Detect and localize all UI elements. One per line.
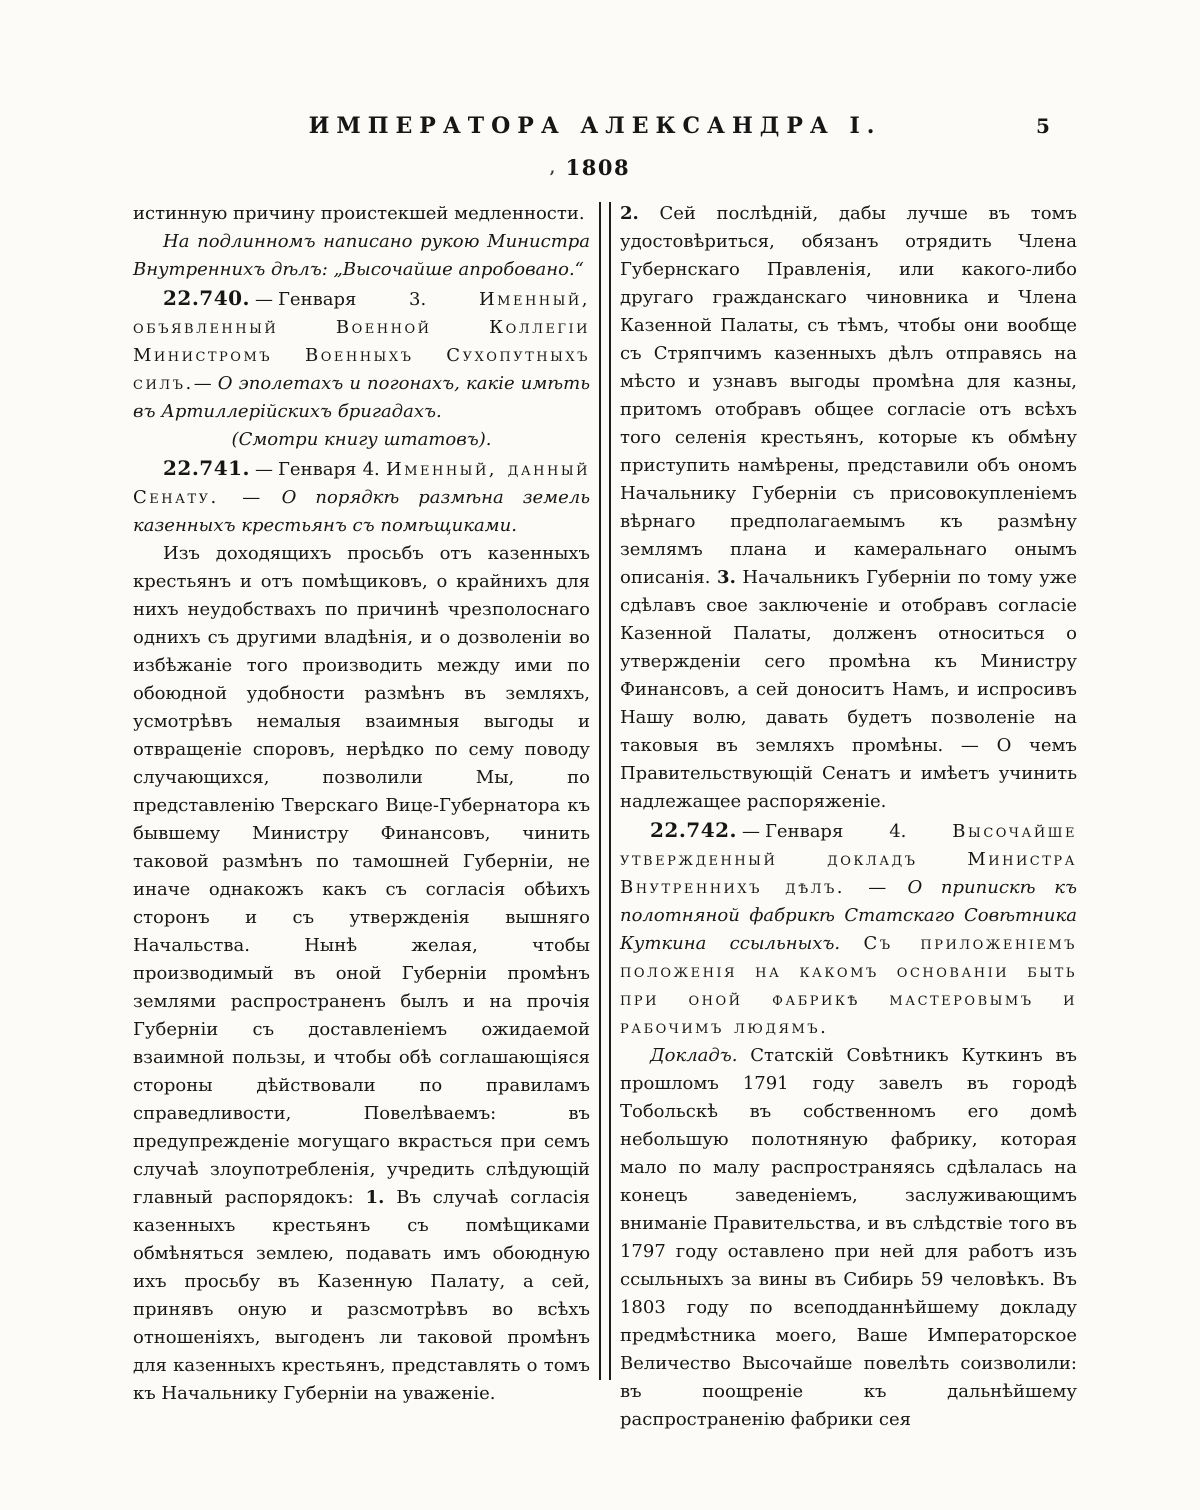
text-block [133, 200, 1077, 1434]
right-column [620, 200, 1077, 1434]
entry-title: О порядкѣ размѣна земель казенныхъ крестьянъ съ помѣщиками. [133, 487, 591, 536]
continuation-paragraph [133, 200, 590, 228]
list-number: 2. [619, 203, 639, 224]
annotation-text: На подлинномъ написано рукою Министра Внутреннихъ дѣлъ: „Высочайше апробовано.“ [133, 231, 591, 280]
entry-22742-report [620, 1042, 1077, 1434]
entry-number: 22.742. [649, 818, 737, 842]
entry-22740-heading [133, 284, 590, 426]
left-column [133, 200, 590, 1408]
dash-separator: — [255, 289, 274, 310]
page-number: 5 [1036, 114, 1050, 138]
marginal-annotation [133, 228, 590, 284]
entry-date: Генваря 4. [278, 459, 380, 480]
report-text: Статскій Совѣтникъ Куткинъ въ прошломъ 1791 году завелъ въ городѣ Тобольскѣ въ собственномъ его домѣ небольшую полотняную фабрику, которая мало по малу распространяясь сдѣлалась на конецъ заведеніемъ, заслуживающимъ вниманіе Правительства, и въ слѣдствіе того въ 1797 году оставлено при ней для работъ изъ ссыльныхъ за вины въ Сибирь 59 человѣкъ. Въ 1803 году по всеподданнѣйшему докладу предмѣстника моего, Ваше Императорское Величество Высочайше повелѣть соизволили: въ поощреніе къ дальнѣйшему распространенію фабрики сея [619, 1045, 1077, 1430]
entry-22740-note: (Смотри книгу штатовъ). [231, 429, 492, 450]
ink-speck: , [549, 159, 557, 177]
column-divider-rule [599, 202, 611, 1380]
dash-separator: — [255, 459, 274, 480]
entry-subtitle: Съ приложеніемъ положенія на какомъ основаніи быть при оной фабрикѣ мастеровымъ и рабочимъ людямъ. [619, 933, 1077, 1038]
list-number: 1. [365, 1187, 385, 1208]
entry-type: Высочайше утвержденный докладъ Министра Внутреннихъ дѣлъ. — [619, 821, 1077, 898]
report-label: Докладъ. [649, 1045, 738, 1066]
entry-type: Именный, объявленный Военной Коллегіи Министромъ Военныхъ Сухопутныхъ силъ. [133, 289, 591, 394]
entry-22741-body-continued [620, 200, 1077, 816]
entry-number: 22.740. [163, 286, 251, 310]
entry-date: Генваря 4. [765, 821, 907, 842]
list-item-text: Въ случаѣ согласія казенныхъ крестьянъ съ помѣщиками обмѣняться землею, подавать имъ обоюдную ихъ просьбу въ Казенную Палату, а сей, принявъ оную и разсмотрѣвъ во всѣхъ отношеніяхъ, выгоденъ ли таковой промѣнъ для казенныхъ крестьянъ, представлять о томъ къ Начальнику Губерніи на уваженіе. [133, 1187, 591, 1404]
running-title: ИМПЕРАТОРА АЛЕКСАНДРА I. [308, 113, 882, 139]
entry-date: Генваря 3. [278, 289, 427, 310]
year-label: 1808 [565, 155, 631, 180]
entry-type: Именный, данный Сенату. — [133, 459, 590, 508]
list-item-text: Начальникъ Губерніи по тому уже сдѣлавъ свое заключеніе и отобравъ согласіе Казенной Палаты, долженъ относиться о утвержденіи сего промѣна къ Министру Финансовъ, а сей доноситъ Намъ, и испросивъ Нашу волю, давать будетъ позволеніе на таковыя въ земляхъ промѣны. — О чемъ Правительствующій Сенатъ и имѣетъ учинить надлежащее распоряженіе. [619, 567, 1077, 812]
year-heading [0, 155, 1180, 180]
entry-number: 22.741. [163, 456, 251, 480]
entry-title: — О эполетахъ и погонахъ, какіе имѣть въ Артиллерійскихъ бригадахъ. [133, 373, 591, 422]
entry-22741-body [133, 540, 590, 1408]
list-number: 3. [717, 567, 736, 588]
entry-title: О припискѣ къ полотняной фабрикѣ Статскаго Совѣтника Куткина ссыльныхъ. [619, 877, 1077, 954]
entry-22741-heading [133, 454, 590, 540]
body-text: Изъ доходящихъ просьбъ отъ казенныхъ крестьянъ и отъ помѣщиковъ, о крайнихъ для нихъ неудобствахъ по причинѣ чрезполоснаго однихъ съ другими владѣнія, и о дозволеніи во избѣжаніе того производить между ими по обоюдной удобности размѣнъ въ земляхъ, усмотрѣвъ немалыя взаимныя выгоды и отвращеніе споровъ, нерѣдко по сему поводу случающихся, позволили Мы, по представленію Тверскаго Вице-Губернатора къ бывшему Министру Финансовъ, чинить таковой размѣнъ по тамошней Губерніи, не иначе однакожъ какъ съ согласія обѣихъ сторонъ и съ утвержденія вышняго Начальства. Нынѣ желая, чтобы производимый въ оной Губерніи промѣнъ землями распространенъ былъ и на прочія Губерніи съ доставленіемъ ожидаемой взаимной пользы, и чтобы обѣ соглашающіяся стороны дѣйствовали по правиламъ справедливости, Повелѣваемъ: въ предупрежденіе могущаго вкрасться при семъ случаѣ злоупотребленія, учредить слѣдующій главный распорядокъ: [133, 543, 591, 1208]
entry-22742-heading [620, 816, 1077, 1042]
list-item-text: Сей послѣдній, дабы лучше въ томъ удостовѣриться, обязанъ отрядить Члена Губернскаго Правленія, или какого-либо другаго гражданскаго чиновника и Члена Казенной Палаты, съ тѣмъ, чтобы они вообще съ Стряпчимъ казенныхъ дѣлъ отправясь на мѣсто и узнавъ выгоды промѣна для казны, притомъ отобравъ общее согласіе отъ всѣхъ того селенія крестьянъ, которые къ обмѣну приступить намѣрены, представили объ ономъ Начальнику Губерніи съ присовокупленіемъ вѣрнаго предполагаемымъ къ размѣну землямъ плана и камеральнаго онымъ описанія. [619, 203, 1077, 588]
dash-separator: — [742, 821, 760, 842]
continuation-text: истинную причину проистекшей медленности. [133, 203, 585, 224]
